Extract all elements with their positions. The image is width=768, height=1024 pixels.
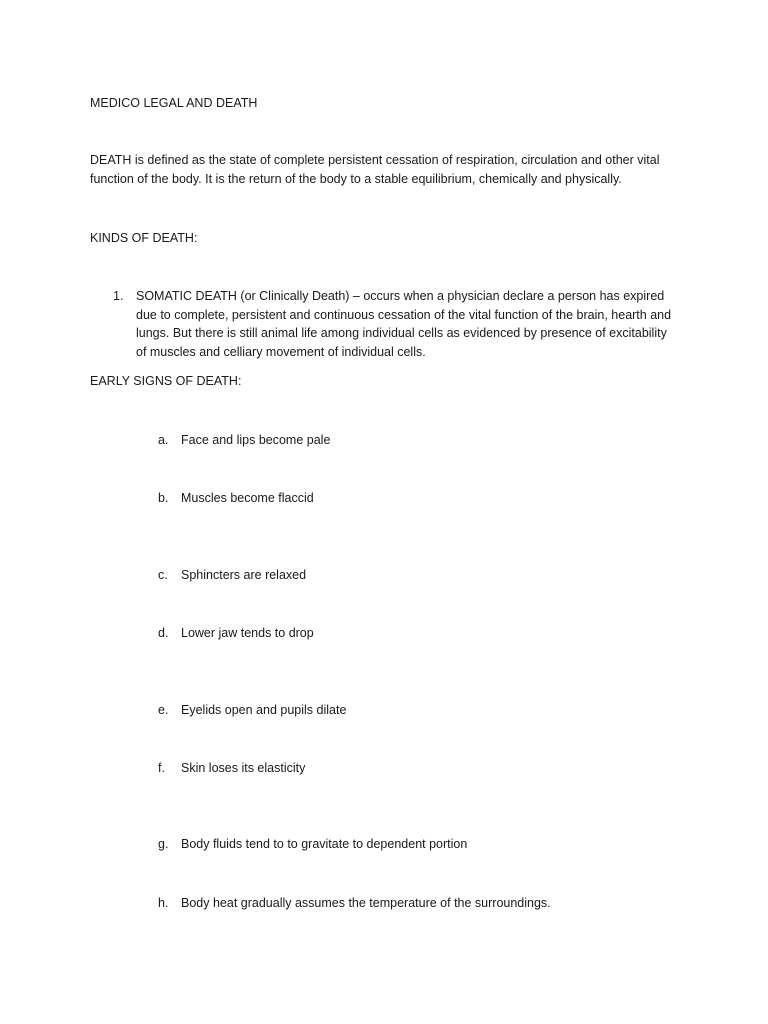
list-item: Muscles become flaccid [181, 491, 314, 505]
list-item-letter: a. [158, 433, 169, 447]
death-definition-paragraph: DEATH is defined as the state of complete persistent cessation of respiration, circulation and other vital function of the body. It is the return of the body to a stable equilibrium, chemically and physically. [90, 153, 660, 186]
list-item: Lower jaw tends to drop [181, 626, 314, 640]
list-item: Sphincters are relaxed [181, 568, 307, 582]
list-item-letter: g. [158, 837, 169, 851]
list-item: Body heat gradually assumes the temperature of the surroundings. [181, 896, 551, 910]
early-signs-heading: EARLY SIGNS OF DEATH: [90, 374, 242, 388]
list-item-letter: d. [158, 626, 169, 640]
list-item-number: 1. [113, 289, 124, 303]
document-title: MEDICO LEGAL AND DEATH [90, 96, 258, 110]
kinds-of-death-heading: KINDS OF DEATH: [90, 231, 198, 245]
somatic-death-item: SOMATIC DEATH (or Clinically Death) – occurs when a physician declare a person has expired due to complete, persistent and continuous cessation of the vital function of the brain, hearth and lungs. But there is still animal life among individual cells as evidenced by presence of excitability of muscles and celliary movement of individual cells. [136, 289, 672, 359]
list-item-letter: e. [158, 703, 169, 717]
list-item: Skin loses its elasticity [181, 761, 306, 775]
list-item: Face and lips become pale [181, 433, 331, 447]
list-item-letter: c. [158, 568, 168, 582]
list-item-letter: h. [158, 896, 169, 910]
list-item-letter: b. [158, 491, 169, 505]
list-item: Eyelids open and pupils dilate [181, 703, 347, 717]
list-item-letter: f. [158, 761, 165, 775]
list-item: Body fluids tend to to gravitate to dependent portion [181, 837, 468, 851]
